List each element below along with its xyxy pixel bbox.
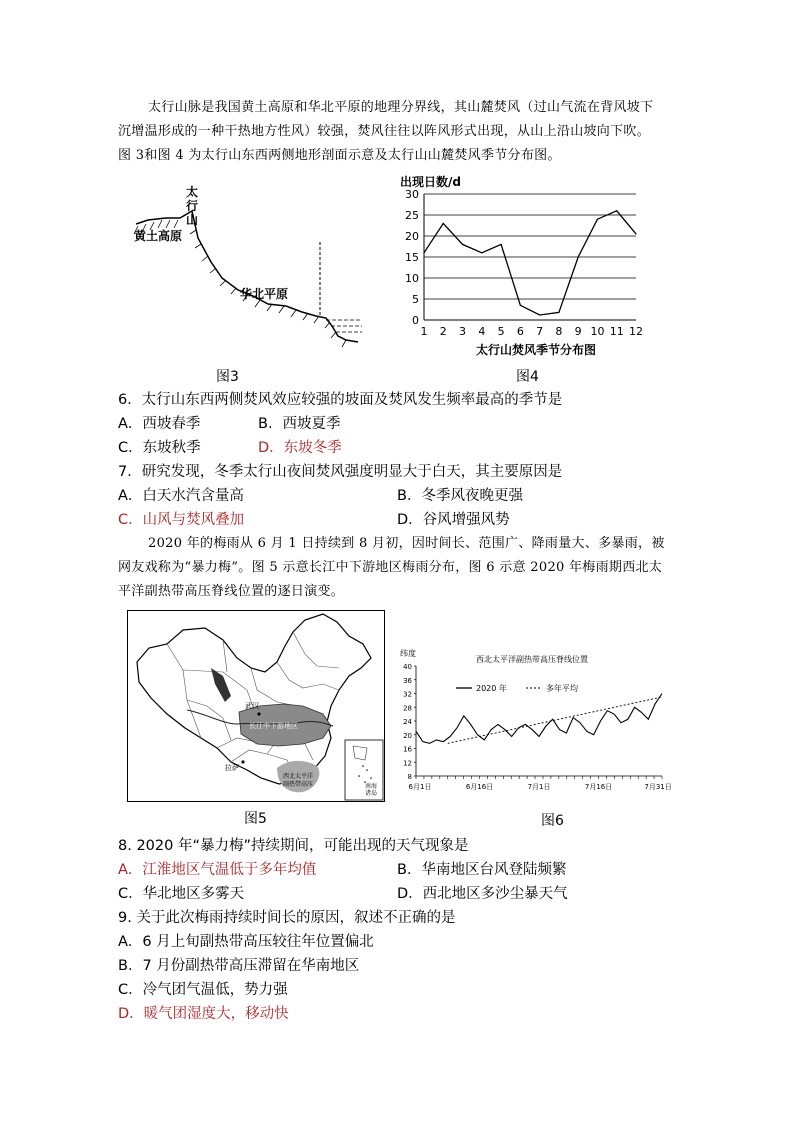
question-8 [118, 834, 718, 906]
chart6-xtick-1: 6月16日 [465, 783, 494, 791]
chart4-title: 太行山焚风季节分布图 [476, 343, 597, 357]
q6-option-c[interactable]: C．东坡秋季 [118, 440, 201, 456]
question-9 [118, 906, 718, 1026]
q9-option-b[interactable]: B．7 月份副热带高压滞留在华南地区 [118, 958, 360, 974]
q6-option-d[interactable]: D．东坡冬季 [258, 440, 342, 456]
chart4-ytick-4: 20 [405, 230, 419, 243]
region-label: 长江中下游地区 [249, 722, 298, 730]
q6-option-a[interactable]: A．西坡春季 [118, 416, 201, 432]
figure-5-caption: 图5 [244, 811, 267, 827]
figure-4 [392, 170, 662, 370]
legend-avg-label: 多年平均 [546, 684, 578, 693]
chart6-ytick-7: 36 [403, 676, 412, 685]
city-label: 拉萨 [225, 764, 239, 772]
question-6 [118, 388, 718, 460]
chart4-point-10 [616, 210, 617, 211]
chart4-point-2 [462, 244, 463, 245]
chart4-point-5 [520, 305, 521, 306]
chart6-title: 西北太平洋副热带高压脊线位置 [476, 655, 588, 664]
mountain-label-3: 山 [186, 213, 199, 227]
chart6-series-average [448, 697, 662, 743]
chart4-xtick-6: 7 [536, 325, 544, 338]
intro1-line1: 太行山脉是我国黄土高原和华北平原的地理分界线，其山麓焚风（过山气流在背风坡下 [148, 100, 654, 115]
q9-option-d[interactable]: D．暖气团湿度大，移动快 [118, 1006, 289, 1022]
chart4-xtick-11: 12 [629, 325, 643, 338]
q6-option-b[interactable]: B．西坡夏季 [258, 416, 341, 432]
q7-option-b[interactable]: B．冬季风夜晚更强 [397, 488, 523, 504]
chart4-point-6 [539, 314, 540, 315]
question-7 [118, 460, 718, 532]
intro1-line3: 图 3和图 4 为太行山东西两侧地形剖面示意及太行山山麓焚风季节分布图。 [118, 148, 561, 163]
chart4-xtick-3: 4 [478, 325, 486, 338]
chart4-xtick-1: 2 [439, 325, 447, 338]
chart6-xtick-0: 6月1日 [408, 783, 432, 791]
q8-option-c[interactable]: C．华北地区多雾天 [118, 886, 245, 902]
legend-2020-label: 2020 年 [476, 684, 507, 693]
q9-stem: 9. 关于此次梅雨持续时间长的原因，叙述不正确的是 [118, 910, 456, 926]
q7-option-a[interactable]: A．白天水汽含量高 [118, 488, 244, 504]
pacific-label-1: 西北太平洋 [283, 773, 314, 780]
q8-option-b[interactable]: B．华南地区台风登陆频繁 [397, 862, 567, 878]
chart6-ytick-2: 16 [403, 745, 412, 754]
chart4-xtick-2: 3 [459, 325, 467, 338]
china-map [127, 610, 385, 802]
chart4-point-0 [423, 252, 424, 253]
chart4-xtick-0: 1 [420, 325, 428, 338]
chart6-ytick-0: 8 [407, 773, 412, 781]
foehn-season-chart [392, 170, 662, 370]
chart6-ytick-5: 28 [403, 704, 412, 713]
islands-label-2: 诸岛 [365, 790, 378, 797]
figure-4-caption: 图4 [516, 369, 539, 385]
south-sea-inset [345, 740, 383, 800]
figure-3 [118, 182, 368, 382]
chart4-point-9 [597, 219, 598, 220]
chart4-xtick-5: 6 [516, 325, 524, 338]
figure-6 [394, 646, 672, 796]
chart4-point-11 [635, 233, 636, 234]
q8-option-d[interactable]: D．西北地区多沙尘暴天气 [397, 886, 568, 902]
plain-label: 华北平原 [240, 287, 289, 301]
chart4-ytick-5: 25 [405, 209, 419, 222]
sea-water-lines [326, 320, 362, 332]
chart6-ytick-4: 24 [403, 718, 412, 726]
q6-stem: 6．太行山东西两侧焚风效应较强的坡面及焚风发生频率最高的季节是 [118, 392, 563, 408]
figure-5 [127, 610, 385, 802]
chart4-xtick-9: 10 [590, 325, 605, 338]
chart4-xtick-8: 9 [574, 325, 582, 338]
q9-option-c[interactable]: C．冷气团气温低，势力强 [118, 982, 288, 998]
chart4-ytick-6: 30 [405, 188, 419, 201]
intro2-line3: 平洋副热带高压脊线位置的逐日演变。 [118, 584, 345, 599]
chart4-xtick-7: 8 [555, 325, 563, 338]
intro1-line2: 沉增温形成的一种干热地方性风）较强，焚风往往以阵风形式出现，从山上沿山坡向下吹。 [118, 124, 651, 139]
chart4-ytick-3: 15 [405, 251, 419, 264]
intro2-line2: 网友戏称为“暴力梅”。图 5 示意长江中下游地区梅雨分布，图 6 示意 2020 年梅雨期西北太 [118, 560, 663, 575]
chart4-point-3 [481, 252, 482, 253]
wuhan-label: 武汉 [245, 702, 259, 710]
chart6-ytick-1: 12 [403, 759, 412, 768]
figure-6-caption: 图6 [541, 813, 564, 829]
q7-option-c[interactable]: C．山风与焚风叠加 [118, 512, 245, 528]
q8-stem: 8. 2020 年“暴力梅”持续期间，可能出现的天气现象是 [118, 838, 469, 854]
pacific-label-2: 副热带高压 [283, 781, 314, 788]
q9-option-a[interactable]: A．6 月上旬副热带高压较往年位置偏北 [118, 934, 374, 950]
mountain-label-1: 太 [186, 185, 199, 199]
figure-3-caption: 图3 [216, 369, 239, 385]
chart6-ytick-6: 32 [403, 690, 412, 699]
chart6-ylabel: 纬度 [400, 649, 416, 658]
chart4-ylabel: 出现日数/d [400, 175, 461, 189]
chart6-xtick-3: 7月16日 [584, 783, 613, 791]
intro-paragraph-1 [118, 96, 718, 168]
terrain-profile-diagram [118, 182, 368, 382]
chart4-point-4 [500, 244, 501, 245]
chart6-xtick-2: 7月1日 [527, 783, 551, 791]
islands-label-1: 南海 [365, 783, 378, 790]
chart6-series-2020 [416, 694, 662, 744]
chart6-xtick-4: 7月31日 [644, 783, 672, 791]
q8-option-a[interactable]: A．江淮地区气温低于多年均值 [118, 862, 317, 878]
chart4-point-1 [443, 223, 444, 224]
plateau-label: 黄土高原 [134, 229, 183, 243]
chart4-ytick-2: 10 [405, 272, 419, 285]
chart4-ytick-0: 0 [412, 314, 419, 327]
chart4-xtick-4: 5 [497, 325, 505, 338]
chart4-xtick-10: 11 [609, 325, 624, 338]
chart4-point-7 [558, 312, 559, 313]
mountain-label-2: 行 [186, 199, 199, 213]
intro-paragraph-2 [118, 532, 718, 604]
chart6-ytick-3: 20 [403, 731, 412, 740]
q7-stem: 7．研究发现，冬季太行山夜间焚风强度明显大于白天，其主要原因是 [118, 464, 563, 480]
q7-option-d[interactable]: D．谷风增强风势 [397, 512, 510, 528]
chart4-ytick-1: 5 [412, 293, 419, 306]
chart6-ytick-8: 40 [403, 663, 412, 671]
ridge-position-chart [394, 646, 672, 796]
chart4-point-8 [578, 256, 579, 257]
intro2-line1: 2020 年的梅雨从 6 月 1 日持续到 8 月初，因时间长、范围广、降雨量大、多暴雨，被 [148, 536, 665, 551]
